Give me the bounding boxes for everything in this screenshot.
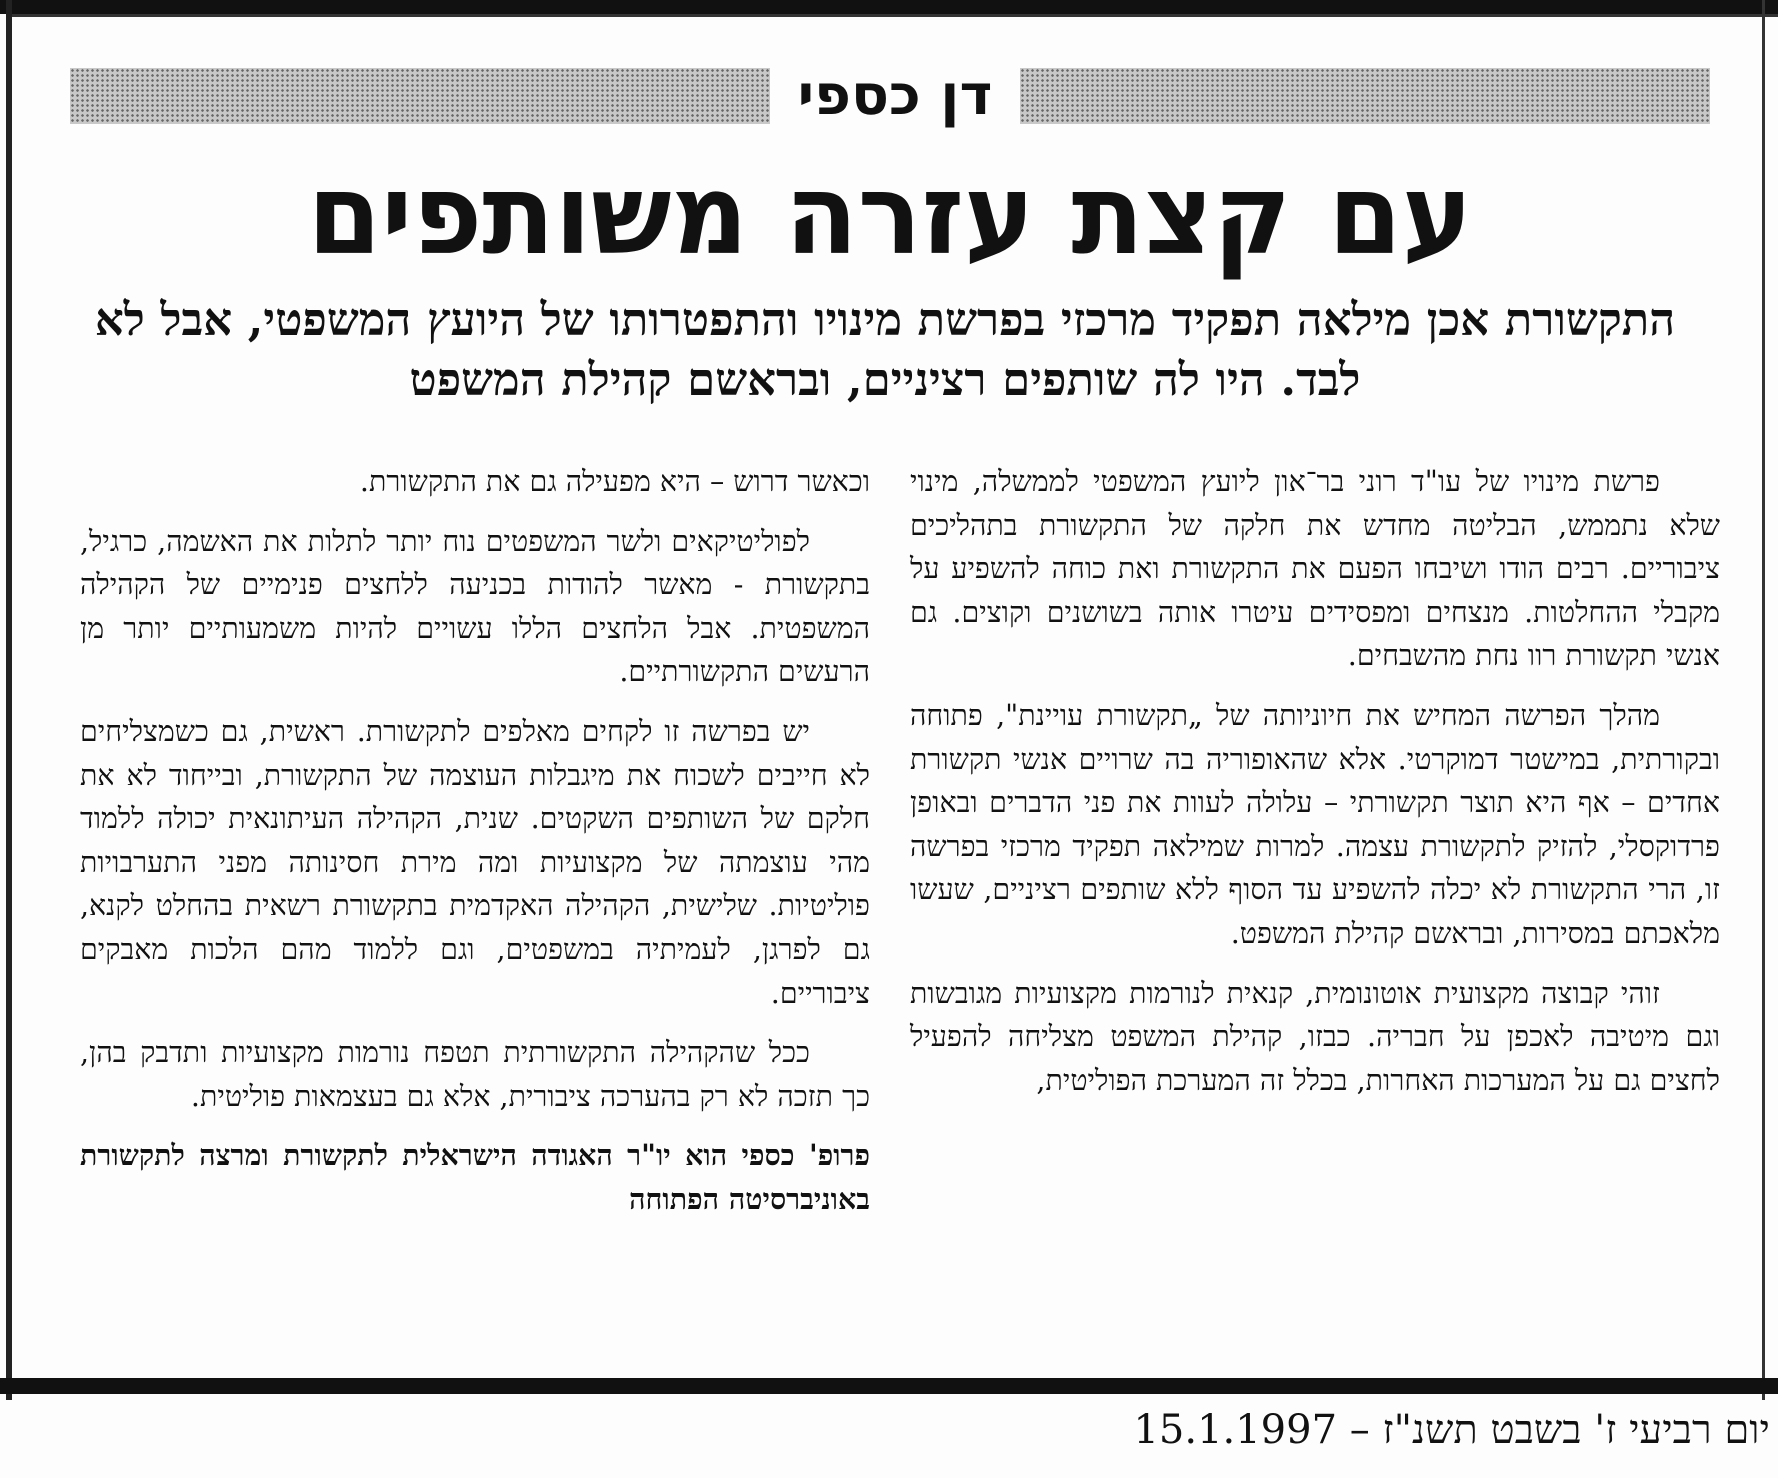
author-bio: פרופ' כספי הוא יו"ר האגודה הישראלית לתקשורת ומרצה לתקשורת באוניברסיטה הפתוחה bbox=[80, 1138, 870, 1216]
left-border bbox=[6, 0, 12, 1400]
bottom-border bbox=[0, 1378, 1778, 1394]
paragraph: יש בפרשה זו לקחים מאלפים לתקשורת. ראשית, גם כשמצליחים לא חייבים לשכוח את מיגבלות העוצמה של התקשורת, ובייחוד לא את חלקם של השותפים השקטים. שנית, הקהילה העיתונאית יכולה ללמוד מהי עוצמתה של מקצועיות ומה מירת חסינותה מפני התערבויות פוליטיות. שלישית, הקהילה האקדמית בתקשורת רשאית בהחלט לקנא, גם לפרגן, לעמיתיה במשפטים, וגם ללמוד מהם הלכות מאבקים ציבוריים. bbox=[80, 714, 870, 1010]
right-border bbox=[1762, 0, 1765, 1400]
subheadline: התקשורת אכן מילאה תפקיד מרכזי בפרשת מינויו והתפטרותו של היועץ המשפטי, אבל לא לבד. היו לה שותפים רציניים, ובראשם קהילת המשפט bbox=[94, 293, 1676, 406]
paragraph: מהלך הפרשה המחיש את חיוניותה של „תקשורת עויינת", פתוחה ובקורתית, במישטר דמוקרטי. אלא שהאופוריה בה שרויים אנשי תקשורת אחדים – אף היא תוצר תקשורתי – עלולה לעוות את פני הדברים ובאופן פרדוקסלי, להזיק לתקשורת עצמה. למרות שמילאה תפקיד מרכזי בפרשה זו, הרי התקשורת לא יכלה להשפיע עד הסוף ללא שותפים רציניים, שעשו מלאכתם במסירות, ובראשם קהילת המשפט. bbox=[910, 698, 1721, 950]
headline: עם קצת עזרה משותפים bbox=[307, 149, 1473, 280]
article-column-left bbox=[80, 460, 870, 1238]
article-column-right bbox=[910, 460, 1720, 1118]
top-border bbox=[0, 0, 1778, 14]
paragraph: ככל שהקהילה התקשורתית תטפח נורמות מקצועיות ותדבק בהן, כך תזכה לא רק בהערכה ציבורית, אלא גם בעצמאות פוליטית. bbox=[80, 1036, 870, 1113]
paragraph: זוהי קבוצה מקצועית אוטונומית, קנאית לנורמות מקצועיות מגובשות וגם מיטיבה לאכפן על חבריה. כבזו, קהילת המשפט מצליחה להפעיל לחצים גם על המערכות האחרות, בכלל זה המערכת הפוליטית, bbox=[910, 976, 1720, 1097]
dateline: יום רביעי ז' בשבט תשנ"ז – 15.1.1997 bbox=[1133, 1407, 1770, 1453]
paragraph: וכאשר דרוש – היא מפעילה גם את התקשורת. bbox=[359, 465, 870, 498]
paragraph: פרשת מינויו של עו"ד רוני בר־און ליועץ המשפטי לממשלה, מינוי שלא נתממש, הבליטה מחדש את חלקה של התקשורת בתהליכים ציבוריים. רבים הודו ושיבחו הפעם את התקשורת ואת כוחה להשפיע על מקבלי ההחלטות. מנצחים ומפסידים עיטרו אותה בשושנים וקוצים. גם אנשי תקשורת רוו נחת מהשבחים. bbox=[910, 465, 1720, 673]
author-byline: דן כספי bbox=[797, 63, 993, 128]
paragraph: לפוליטיקאים ולשר המשפטים נוח יותר לתלות את האשמה, כרגיל, בתקשורת - מאשר להודות בכניעה ללחצים פנימיים של הקהילה המשפטית. אבל הלחצים הללו עשויים להיות משמעותיים יותר מן הרעשים התקשורתיים. bbox=[80, 524, 870, 689]
halftone-bar-right bbox=[1020, 68, 1710, 124]
halftone-bar-left bbox=[70, 68, 770, 124]
byline-row bbox=[70, 60, 1710, 130]
